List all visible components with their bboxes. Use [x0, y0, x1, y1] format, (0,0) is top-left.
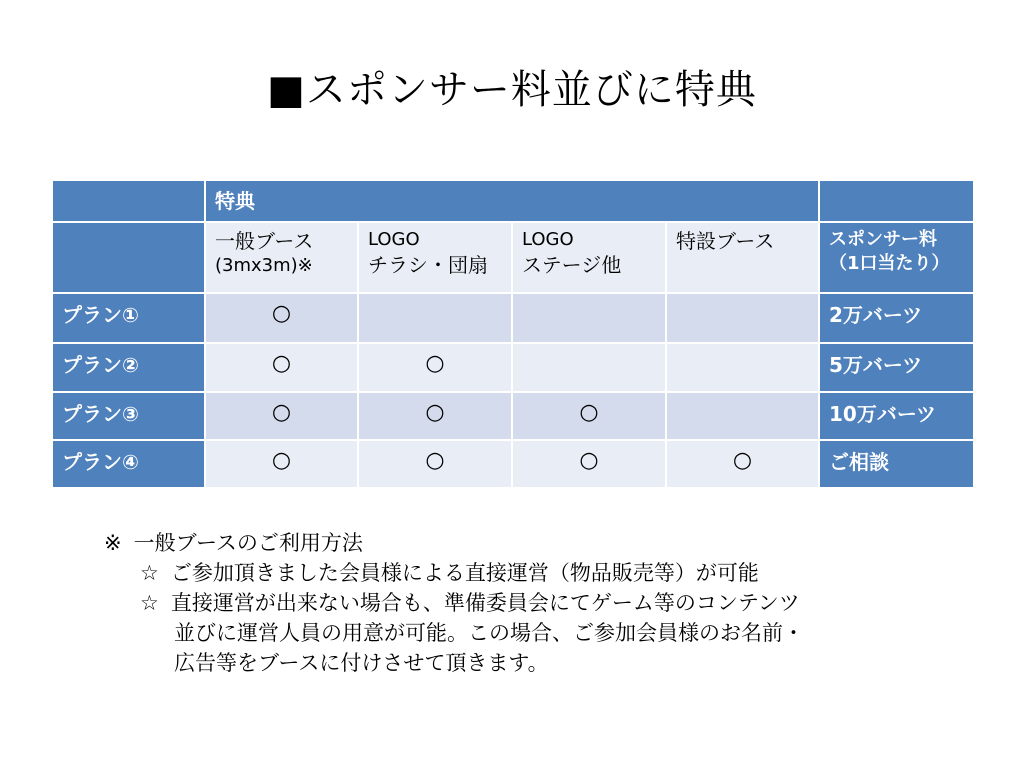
header-benefits-cell — [205, 180, 819, 222]
fee-cell — [819, 392, 974, 440]
col-special-booth-header — [666, 222, 819, 293]
mark-cell — [358, 343, 512, 392]
star-icon: ☆ — [140, 561, 159, 585]
col-logo-flyer-line2: チラシ・団扇 — [368, 253, 488, 277]
mark-cell — [205, 293, 358, 343]
plan-label-cell — [52, 293, 205, 343]
fee-value: ご相談 — [829, 450, 889, 474]
empty-cell — [666, 392, 819, 440]
booth-usage-notes — [104, 528, 984, 678]
mark-cell — [358, 392, 512, 440]
slide-title: ■スポンサー料並びに特典 — [267, 67, 757, 113]
col-fee-line1: スポンサー料 — [829, 229, 937, 250]
empty-cell — [666, 343, 819, 392]
fee-value: 2万バーツ — [829, 303, 923, 327]
note-text: ご参加頂きました会員様による直接運営（物品販売等）が可能 — [170, 561, 759, 585]
header-row — [52, 180, 974, 222]
col-special-booth-label: 特設ブース — [676, 229, 775, 253]
plan-row — [52, 343, 974, 392]
plan-row — [52, 392, 974, 440]
notes-heading-line — [104, 528, 984, 558]
reference-mark: ※ — [104, 531, 122, 555]
fee-cell — [819, 440, 974, 488]
included-mark: ○ — [425, 351, 445, 376]
note-continuation: 並びに運営人員の用意が可能。この場合、ご参加会員様のお名前・ — [174, 621, 804, 645]
subheader-corner-cell — [52, 222, 205, 293]
header-fee-corner-cell — [819, 180, 974, 222]
mark-cell — [512, 440, 666, 488]
included-mark: ○ — [579, 400, 599, 425]
col-logo-stage-header — [512, 222, 666, 293]
plan-label: プラン③ — [62, 402, 139, 426]
notes-heading: 一般ブースのご利用方法 — [133, 531, 363, 555]
plan-row — [52, 293, 974, 343]
plan-label-cell — [52, 343, 205, 392]
col-booth-line1: 一般ブース — [215, 229, 314, 253]
sponsor-table — [51, 179, 975, 489]
empty-cell — [358, 293, 512, 343]
empty-cell — [512, 343, 666, 392]
included-mark: ○ — [271, 351, 292, 376]
plan-label: プラン④ — [62, 450, 139, 474]
note-item — [104, 558, 984, 588]
col-fee-line2: （1口当たり） — [829, 253, 950, 274]
mark-cell — [666, 440, 819, 488]
note-text: 直接運営が出来ない場合も、準備委員会にてゲーム等のコンテンツ — [170, 591, 800, 615]
empty-cell — [666, 293, 819, 343]
star-icon: ☆ — [140, 591, 159, 615]
plan-label-cell — [52, 440, 205, 488]
col-logo-stage-line2: ステージ他 — [522, 253, 622, 277]
mark-cell — [205, 343, 358, 392]
note-continuation: 広告等をブースに付けさせて頂きます。 — [174, 651, 549, 675]
col-logo-flyer-header — [358, 222, 512, 293]
included-mark: ○ — [271, 448, 292, 473]
col-fee-header — [819, 222, 974, 293]
plan-row — [52, 440, 974, 488]
col-logo-stage-line1: LOGO — [522, 229, 574, 250]
fee-value: 5万バーツ — [829, 353, 923, 377]
header-benefits-label: 特典 — [215, 189, 255, 213]
fee-cell — [819, 343, 974, 392]
fee-cell — [819, 293, 974, 343]
plan-label-cell — [52, 392, 205, 440]
note-item — [104, 588, 984, 618]
empty-cell — [512, 293, 666, 343]
mark-cell — [358, 440, 512, 488]
col-booth-line2: (3mx3m)※ — [215, 255, 313, 276]
included-mark: ○ — [425, 400, 445, 425]
plan-label: プラン② — [62, 353, 139, 377]
plan-label: プラン① — [62, 303, 139, 327]
header-corner-cell — [52, 180, 205, 222]
included-mark: ○ — [425, 448, 445, 473]
mark-cell — [205, 440, 358, 488]
included-mark: ○ — [732, 448, 753, 473]
included-mark: ○ — [271, 301, 292, 326]
mark-cell — [512, 392, 666, 440]
col-logo-flyer-line1: LOGO — [368, 229, 420, 250]
included-mark: ○ — [271, 400, 292, 425]
fee-value: 10万バーツ — [829, 402, 937, 426]
col-booth-header — [205, 222, 358, 293]
mark-cell — [205, 392, 358, 440]
subheader-row — [52, 222, 974, 293]
included-mark: ○ — [579, 448, 599, 473]
